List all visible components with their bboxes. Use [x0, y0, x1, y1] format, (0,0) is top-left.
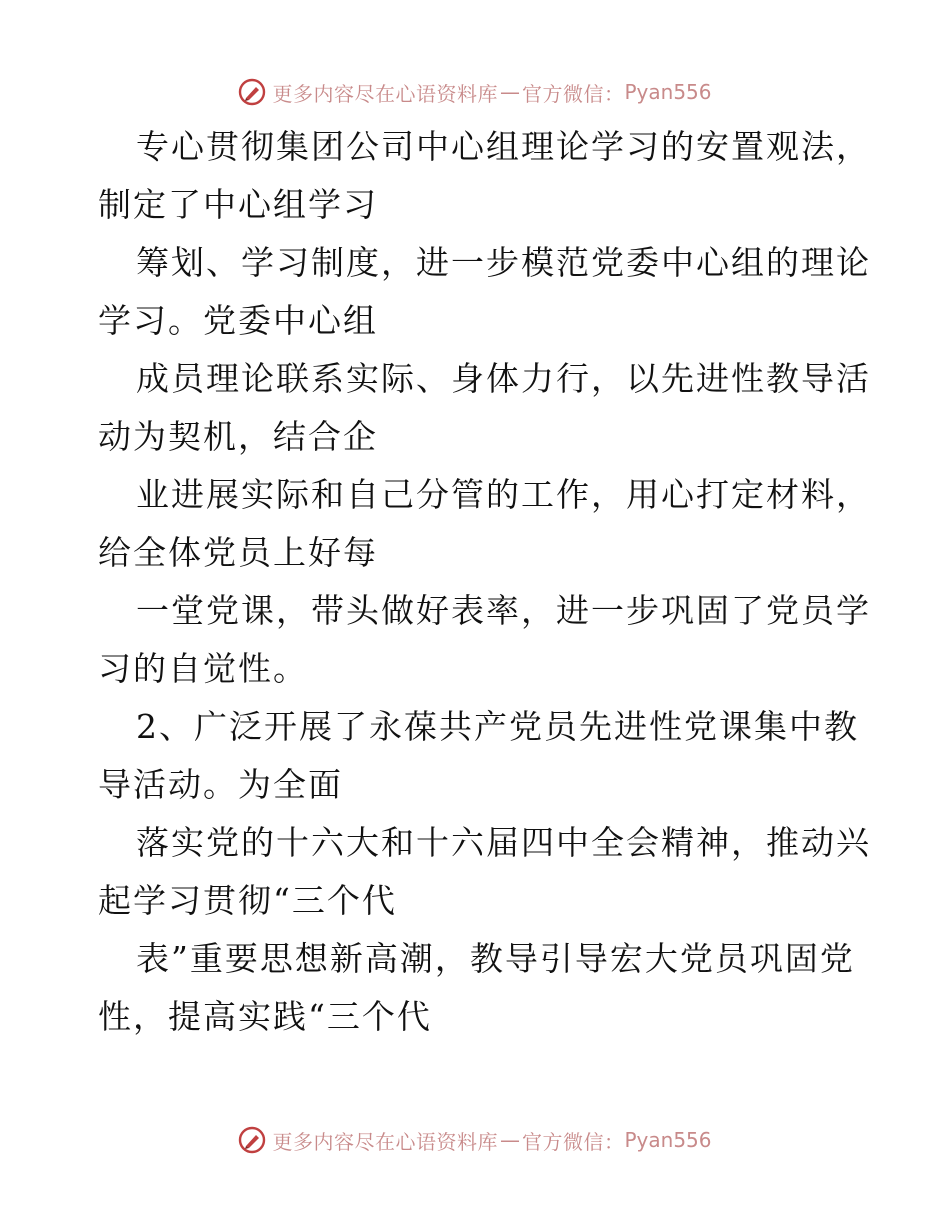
watermark-wechat-id: Pyan556: [624, 1128, 712, 1152]
text-line: 2、广泛开展了永葆共产党员先进性党课集中教: [136, 707, 859, 746]
text-line: 学习。党委中心组: [98, 301, 378, 340]
footer-watermark: [0, 1120, 950, 1160]
watermark-wechat-label: 官方微信：: [521, 81, 625, 106]
text-line: 起学习贯彻“三个代: [98, 881, 397, 920]
watermark-wechat-label: 官方微信：: [521, 1129, 625, 1154]
text-line: 动为契机，结合企: [98, 417, 378, 456]
watermark-separator: —: [499, 80, 520, 104]
pen-logo-icon: [238, 1126, 266, 1154]
watermark-text: 更多内容尽在心语资料库: [272, 1129, 498, 1154]
text-line: 性，提高实践“三个代: [98, 997, 432, 1036]
text-line: 成员理论联系实际、身体力行，以先进性教导活: [136, 359, 871, 398]
watermark-text: 更多内容尽在心语资料库: [272, 81, 498, 106]
text-line: 导活动。为全面: [98, 765, 343, 804]
document-body: [98, 118, 871, 1046]
header-watermark: [0, 72, 950, 112]
text-line: 筹划、学习制度，进一步模范党委中心组的理论: [136, 243, 871, 282]
text-line: 业进展实际和自己分管的工作，用心打定材料，: [136, 475, 871, 514]
text-line: 表”重要思想新高潮，教导引导宏大党员巩固党: [136, 939, 855, 978]
pen-logo-icon: [238, 78, 266, 106]
watermark-wechat-id: Pyan556: [624, 80, 712, 104]
text-line: 给全体党员上好每: [98, 533, 378, 572]
text-line: 习的自觉性。: [98, 649, 308, 688]
text-line: 落实党的十六大和十六届四中全会精神，推动兴: [136, 823, 871, 862]
text-line: 专心贯彻集团公司中心组理论学习的安置观法，: [136, 127, 871, 166]
text-line: 一堂党课，带头做好表率，进一步巩固了党员学: [136, 591, 871, 630]
text-line: 制定了中心组学习: [98, 185, 378, 224]
watermark-separator: —: [499, 1128, 520, 1152]
